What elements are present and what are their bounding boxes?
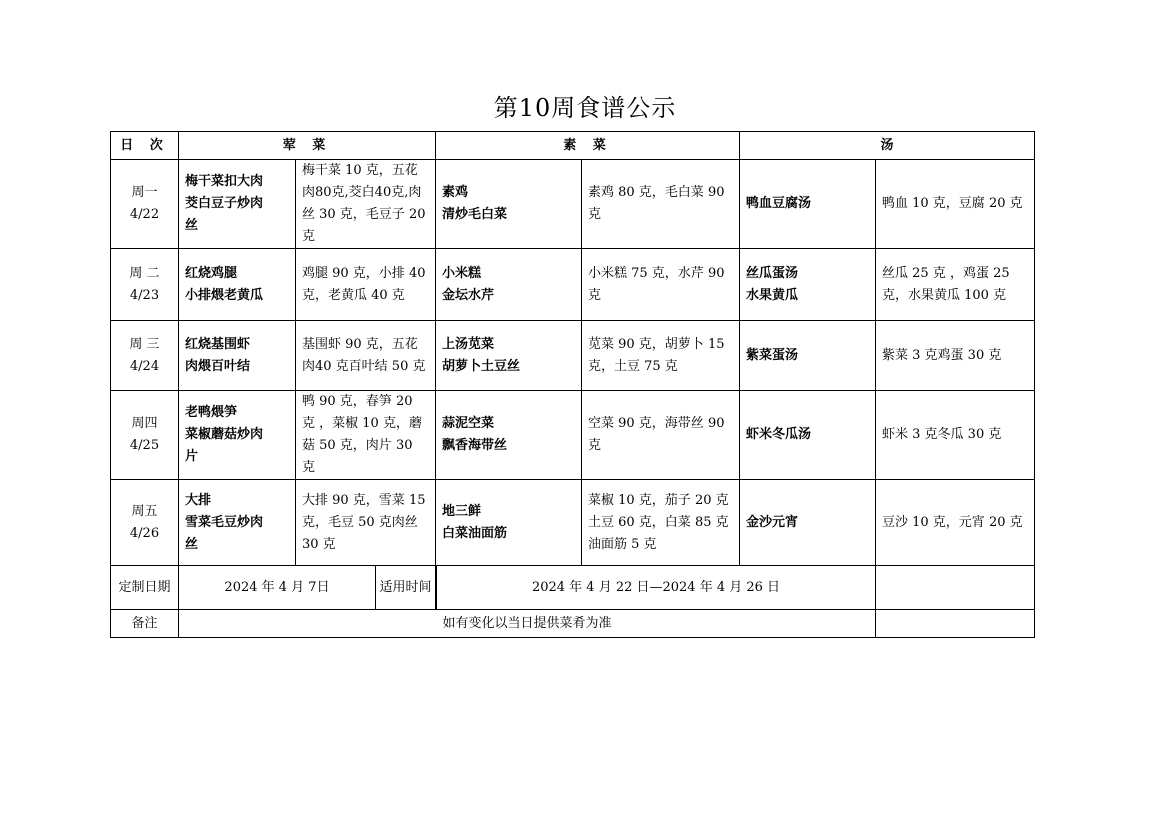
made-date-label: 定制日期 bbox=[111, 566, 179, 610]
table-row bbox=[111, 249, 1035, 321]
day-label: 周四 bbox=[131, 416, 158, 431]
soup-ingredients-cell: 豆沙 10 克，元宵 20 克 bbox=[876, 480, 1035, 566]
note-text: 如有变化以当日提供菜肴为准 bbox=[179, 610, 876, 638]
header-meat: 荤 菜 bbox=[179, 132, 436, 160]
soup-dish-cell: 丝瓜蛋汤 水果黄瓜 bbox=[740, 249, 876, 321]
made-date-text: 2024 年 4 月 7日 bbox=[179, 566, 376, 609]
soup-ingredients-cell: 紫菜 3 克鸡蛋 30 克 bbox=[876, 321, 1035, 391]
soup-dish-cell: 鸭血豆腐汤 bbox=[740, 160, 876, 249]
meat-dish-cell: 梅干菜扣大肉 茭白豆子炒肉 丝 bbox=[179, 160, 296, 249]
soup-dish-cell: 金沙元宵 bbox=[740, 480, 876, 566]
veg-dish-cell: 素鸡 清炒毛白菜 bbox=[436, 160, 582, 249]
soup-dish-cell: 虾米冬瓜汤 bbox=[740, 391, 876, 480]
meat-ingredients-cell: 鸡腿 90 克，小排 40 克，老黄瓜 40 克 bbox=[296, 249, 436, 321]
table-row bbox=[111, 480, 1035, 566]
table-row bbox=[111, 391, 1035, 480]
day-label: 周 三 bbox=[129, 336, 160, 352]
day-cell bbox=[111, 391, 179, 480]
table-row bbox=[111, 160, 1035, 249]
header-soup: 汤 bbox=[740, 132, 1035, 160]
note-row bbox=[111, 610, 1035, 638]
day-cell bbox=[111, 160, 179, 249]
empty-cell bbox=[876, 610, 1035, 638]
day-date: 4/23 bbox=[129, 287, 160, 303]
veg-ingredients-cell: 苋菜 90 克，胡萝卜 15 克，土豆 75 克 bbox=[582, 321, 740, 391]
note-label: 备注 bbox=[111, 610, 179, 638]
veg-dish-cell: 地三鲜 白菜油面筋 bbox=[436, 480, 582, 566]
soup-dish-cell: 紫菜蛋汤 bbox=[740, 321, 876, 391]
empty-cell bbox=[876, 566, 1035, 610]
veg-dish-cell: 小米糕 金坛水芹 bbox=[436, 249, 582, 321]
header-veg: 素 菜 bbox=[436, 132, 740, 160]
day-cell bbox=[111, 321, 179, 391]
meat-dish-cell: 大排 雪菜毛豆炒肉 丝 bbox=[179, 480, 296, 566]
meat-dish-cell: 红烧鸡腿 小排煨老黄瓜 bbox=[179, 249, 296, 321]
day-date: 4/22 bbox=[129, 207, 160, 222]
veg-dish-cell: 上汤苋菜 胡萝卜土豆丝 bbox=[436, 321, 582, 391]
meat-ingredients-cell: 梅干菜 10 克，五花肉80克,茭白40克,肉丝 30 克，毛豆子 20 克 bbox=[296, 160, 436, 249]
soup-ingredients-cell: 丝瓜 25 克 ，鸡蛋 25 克，水果黄瓜 100 克 bbox=[876, 249, 1035, 321]
meat-ingredients-cell: 大排 90 克，雪菜 15 克，毛豆 50 克肉丝 30 克 bbox=[296, 480, 436, 566]
veg-ingredients-cell: 菜椒 10 克，茄子 20 克土豆 60 克，白菜 85 克油面筋 5 克 bbox=[582, 480, 740, 566]
made-date-value bbox=[179, 566, 436, 610]
day-label: 周 二 bbox=[129, 265, 160, 281]
apply-range-text: 2024 年 4 月 22 日—2024 年 4 月 26 日 bbox=[436, 566, 875, 609]
soup-ingredients-cell: 虾米 3 克冬瓜 30 克 bbox=[876, 391, 1035, 480]
veg-ingredients-cell: 空菜 90 克，海带丝 90 克 bbox=[582, 391, 740, 480]
table-row bbox=[111, 321, 1035, 391]
day-date: 4/25 bbox=[129, 438, 160, 453]
day-date: 4/24 bbox=[129, 358, 160, 374]
meat-dish-cell: 红烧基围虾 肉煨百叶结 bbox=[179, 321, 296, 391]
header-row bbox=[111, 132, 1035, 160]
meat-ingredients-cell: 鸭 90 克，春笋 20 克 ，菜椒 10 克，蘑菇 50 克，肉片 30 克 bbox=[296, 391, 436, 480]
apply-time-label: 适用时间 bbox=[379, 579, 432, 595]
day-cell bbox=[111, 249, 179, 321]
soup-ingredients-cell: 鸭血 10 克，豆腐 20 克 bbox=[876, 160, 1035, 249]
page-title: 第10周食谱公示 bbox=[493, 94, 677, 122]
meat-ingredients-cell: 基围虾 90 克，五花肉40 克百叶结 50 克 bbox=[296, 321, 436, 391]
menu-table bbox=[110, 131, 1035, 638]
apply-range-cell bbox=[436, 566, 876, 610]
day-date: 4/26 bbox=[129, 525, 160, 541]
dates-row bbox=[111, 566, 1035, 610]
header-day: 日 次 bbox=[111, 132, 179, 160]
veg-dish-cell: 蒜泥空菜 飘香海带丝 bbox=[436, 391, 582, 480]
day-label: 周五 bbox=[131, 503, 158, 519]
meat-dish-cell: 老鸭煨笋 菜椒蘑菇炒肉 片 bbox=[179, 391, 296, 480]
veg-ingredients-cell: 小米糕 75 克，水芹 90 克 bbox=[582, 249, 740, 321]
day-label: 周一 bbox=[131, 185, 158, 200]
day-cell bbox=[111, 480, 179, 566]
veg-ingredients-cell: 素鸡 80 克，毛白菜 90 克 bbox=[582, 160, 740, 249]
